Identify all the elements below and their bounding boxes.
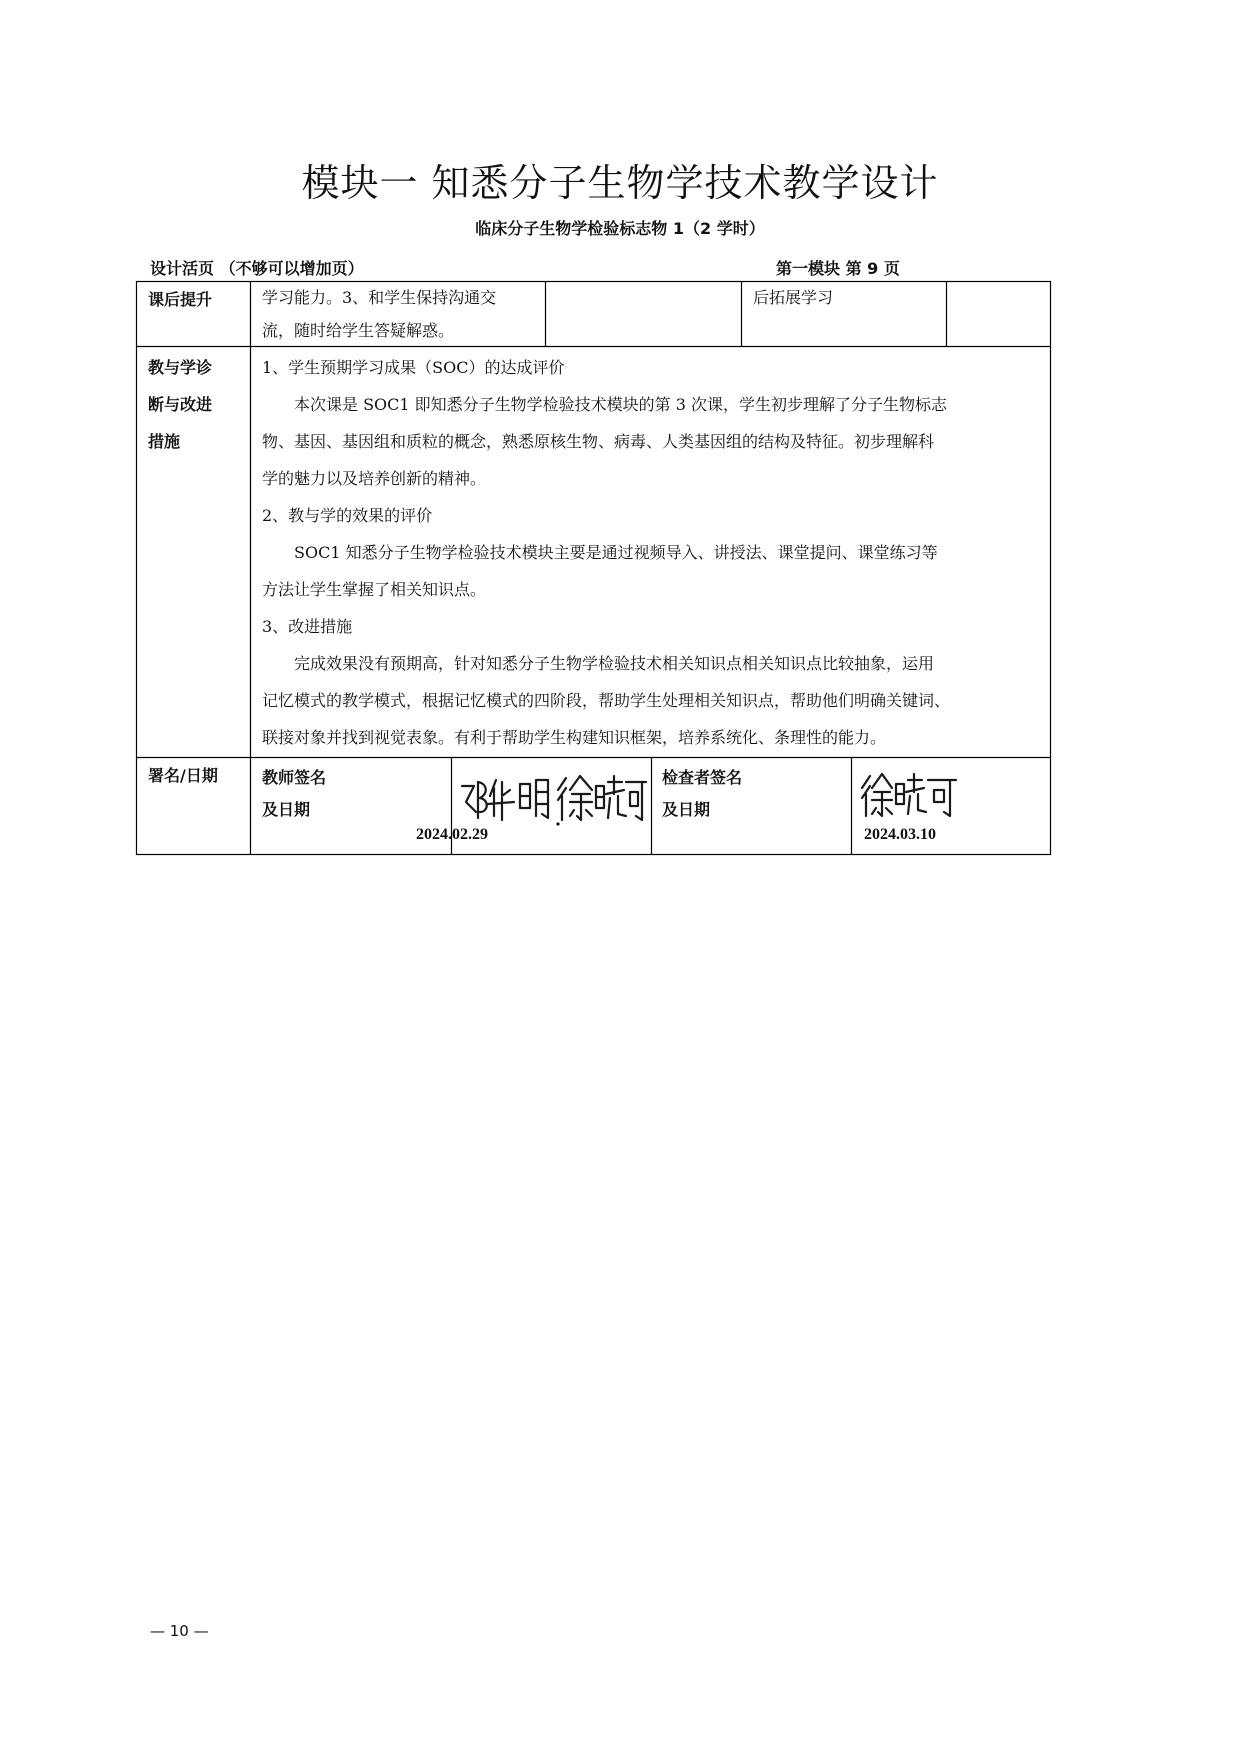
diagnosis-text-line: 学的魅力以及培养创新的精神。 [262, 469, 487, 488]
teacher-signature-date: 2024.02.29 [416, 826, 488, 843]
document-title: 模块一 知悉分子生物学技术教学设计 [301, 161, 939, 205]
teacher-signature [458, 768, 648, 828]
teacher-signature-label-line-1: 教师签名 [262, 768, 327, 787]
checker-signature-date: 2024.03.10 [864, 826, 936, 843]
module-page-info: 第一模块 第 9 页 [776, 259, 900, 278]
row-label-diagnosis-line-3: 措施 [148, 432, 181, 451]
diagnosis-text-line: 2、教与学的效果的评价 [262, 506, 433, 525]
row-label-after-class: 课后提升 [148, 290, 213, 309]
diagnosis-text-line: 联接对象并找到视觉表象。有利于帮助学生构建知识框架，培养系统化、条理性的能力。 [262, 728, 887, 747]
diagnosis-text-line: 1、学生预期学习成果（SOC）的达成评价 [262, 358, 565, 377]
diagnosis-text-line: 本次课是 SOC1 即知悉分子生物学检验技术模块的第 3 次课，学生初步理解了分子生物标志 [262, 395, 948, 414]
checker-signature-label-line-1: 检查者签名 [662, 768, 743, 787]
page-number: — 10 — [150, 1622, 209, 1640]
row1-cell-extension: 后拓展学习 [753, 288, 834, 307]
diagnosis-text-line: 完成效果没有预期高，针对知悉分子生物学检验技术相关知识点相关知识点比较抽象，运用 [262, 654, 935, 673]
document-subtitle: 临床分子生物学检验标志物 1（2 学时） [475, 219, 765, 238]
diagnosis-text-line: 物、基因、基因组和质粒的概念，熟悉原核生物、病毒、人类基因组的结构及特征。初步理解科 [262, 432, 935, 451]
diagnosis-text-line: 记忆模式的教学模式，根据记忆模式的四阶段，帮助学生处理相关知识点，帮助他们明确关键词、 [262, 691, 951, 710]
row1-text-line-1: 学习能力。3、和学生保持沟通交 [262, 288, 497, 307]
design-page-note: 设计活页 （不够可以增加页） [150, 259, 364, 278]
diagnosis-text-line: 方法让学生掌握了相关知识点。 [262, 580, 487, 599]
row-label-signature: 署名/日期 [148, 766, 218, 785]
teacher-signature-label-line-2: 及日期 [262, 800, 311, 819]
row-label-diagnosis-line-2: 断与改进 [148, 395, 213, 414]
checker-signature [860, 770, 960, 820]
row-label-diagnosis-line-1: 教与学诊 [148, 358, 213, 377]
diagnosis-text-line: SOC1 知悉分子生物学检验技术模块主要是通过视频导入、讲授法、课堂提问、课堂练习等 [262, 543, 938, 562]
checker-signature-label-line-2: 及日期 [662, 800, 711, 819]
diagnosis-text-line: 3、改进措施 [262, 617, 353, 636]
row1-text-line-2: 流，随时给学生答疑解惑。 [262, 321, 455, 340]
